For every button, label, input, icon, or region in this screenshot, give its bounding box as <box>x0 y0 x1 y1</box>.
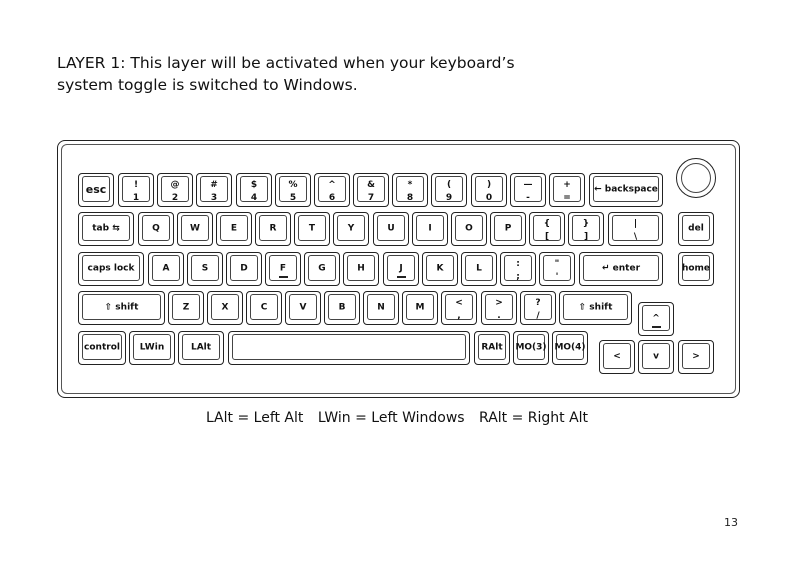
key-l: L <box>461 252 497 286</box>
key-left-shift: ⇧ shift <box>78 291 165 325</box>
key-0: ) 0 <box>471 173 507 207</box>
legend-lalt: LAlt = Left Alt <box>205 410 304 426</box>
key-ralt: RAlt <box>474 331 510 365</box>
key-y: Y <box>333 212 369 246</box>
key-c: C <box>246 291 282 325</box>
heading-line-1: LAYER 1: This layer will be activated when your keyboard’s <box>57 54 515 72</box>
key-backspace: ← backspace <box>589 173 663 207</box>
key-v: V <box>285 291 321 325</box>
key-6: ^ 6 <box>314 173 350 207</box>
key-w: W <box>177 212 213 246</box>
key-a: A <box>148 252 184 286</box>
arrow-key-bump <box>652 326 661 328</box>
heading-line-2: system toggle is switched to Windows. <box>57 76 358 94</box>
key-4: $ 4 <box>236 173 272 207</box>
key-t: T <box>294 212 330 246</box>
key-backslash: | \ <box>608 212 663 246</box>
key-s: S <box>187 252 223 286</box>
key-space <box>228 331 470 365</box>
key-5: % 5 <box>275 173 311 207</box>
key-d: D <box>226 252 262 286</box>
key-9: ( 9 <box>431 173 467 207</box>
key-b: B <box>324 291 360 325</box>
page-heading <box>57 52 515 96</box>
key-z: Z <box>168 291 204 325</box>
key-k: K <box>422 252 458 286</box>
key-enter: ↵ enter <box>579 252 663 286</box>
key-period: > . <box>481 291 517 325</box>
key-right-bracket: } ] <box>568 212 604 246</box>
key-left-bracket: { [ <box>529 212 565 246</box>
key-lwin: LWin <box>129 331 175 365</box>
key-caps-lock: caps lock <box>78 252 144 286</box>
key-mo4: MO(4) <box>552 331 588 365</box>
key-lalt: LAlt <box>178 331 224 365</box>
key-left: < <box>599 340 635 374</box>
abbreviation-legend <box>0 410 794 426</box>
key-p: P <box>490 212 526 246</box>
key-quote: " ' <box>539 252 575 286</box>
key-control: control <box>78 331 126 365</box>
key-i: I <box>412 212 448 246</box>
key-2: @ 2 <box>157 173 193 207</box>
key-up: ^ <box>638 302 674 336</box>
key-esc: esc <box>78 173 114 207</box>
key-q: Q <box>138 212 174 246</box>
rotary-knob <box>676 158 716 198</box>
key-u: U <box>373 212 409 246</box>
legend-lwin: LWin = Left Windows <box>317 410 465 426</box>
key-o: O <box>451 212 487 246</box>
key-r: R <box>255 212 291 246</box>
key-1: ! 1 <box>118 173 154 207</box>
key-3: # 3 <box>196 173 232 207</box>
key-right-shift: ⇧ shift <box>559 291 632 325</box>
home-row-bump <box>279 276 288 278</box>
key-down: v <box>638 340 674 374</box>
key-minus: — - <box>510 173 546 207</box>
key-h: H <box>343 252 379 286</box>
key-7: & 7 <box>353 173 389 207</box>
key-x: X <box>207 291 243 325</box>
key-m: M <box>402 291 438 325</box>
key-8: * 8 <box>392 173 428 207</box>
key-e: E <box>216 212 252 246</box>
key-g: G <box>304 252 340 286</box>
key-mo3: MO(3) <box>513 331 549 365</box>
key-del: del <box>678 212 714 246</box>
legend-ralt: RAlt = Right Alt <box>479 410 589 426</box>
key-f: F <box>265 252 301 286</box>
key-tab: tab ⇆ <box>78 212 134 246</box>
key-slash: ? / <box>520 291 556 325</box>
key-right: > <box>678 340 714 374</box>
key-equal: + = <box>549 173 585 207</box>
key-semicolon: : ; <box>500 252 536 286</box>
key-j: J <box>383 252 419 286</box>
page-number: 13 <box>724 516 738 529</box>
key-home: home <box>678 252 714 286</box>
home-row-bump <box>397 276 406 278</box>
key-comma: < , <box>441 291 477 325</box>
key-n: N <box>363 291 399 325</box>
